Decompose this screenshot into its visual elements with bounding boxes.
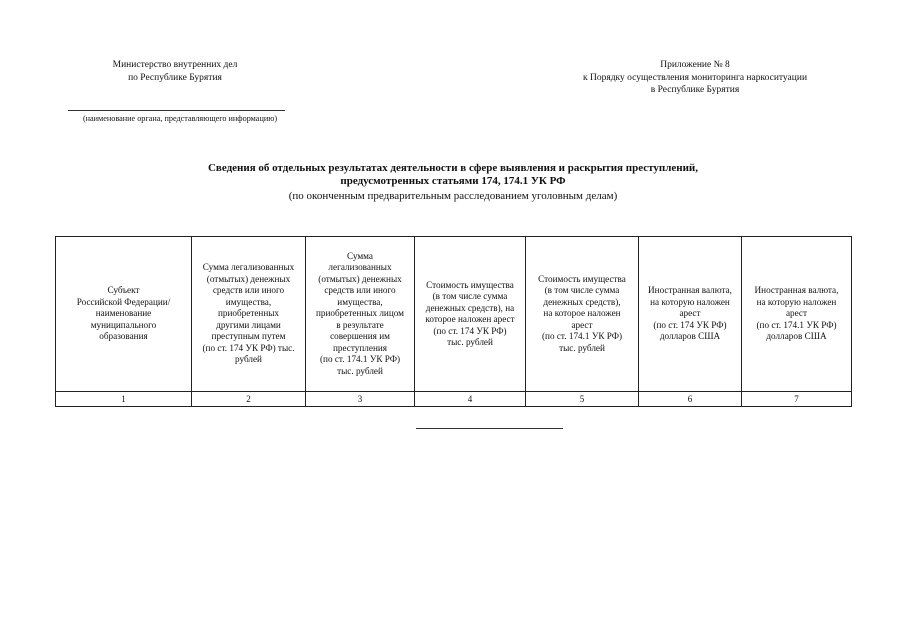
title-line-2: предусмотренных статьями 174, 174.1 УК РФ bbox=[340, 175, 566, 187]
column-header-arrested-property-174: Стоимость имущества (в том числе сумма денежных средств), на которое наложен арест (по ст. 174 УК РФ) тыс. рублей bbox=[415, 237, 526, 392]
organization-signature-line bbox=[68, 110, 285, 111]
column-header-legalized-174-1: Сумма легализованных (отмытых) денежных средств или иного имущества, приобретенных лицом в результате совершения им преступления (по ст. 174.1 УК РФ) тыс. рублей bbox=[306, 237, 415, 392]
end-divider-line bbox=[416, 428, 563, 429]
column-number: 2 bbox=[192, 392, 306, 407]
ministry-name: Министерство внутренних дел по Республике Бурятия bbox=[112, 60, 238, 83]
column-header-currency-174-1: Иностранная валюта, на которую наложен арест (по ст. 174.1 УК РФ) долларов США bbox=[742, 237, 852, 392]
column-number: 6 bbox=[639, 392, 742, 407]
column-header-legalized-174: Сумма легализованных (отмытых) денежных средств или иного имущества, приобретенных другими лицами преступным путем (по ст. 174 УК РФ) тыс. рублей bbox=[192, 237, 306, 392]
appendix-reference: Приложение № 8 к Порядку осуществления мониторинга наркоситуации в Республике Бурятия bbox=[582, 60, 808, 95]
column-header-subject: Субъект Российской Федерации/ наименование муниципального образования bbox=[56, 237, 192, 392]
column-number: 5 bbox=[526, 392, 639, 407]
column-number: 7 bbox=[742, 392, 852, 407]
column-number: 3 bbox=[306, 392, 415, 407]
title-subtitle: (по оконченным предварительным расследованием уголовным делам) bbox=[288, 190, 618, 202]
title-line-1: Сведения об отдельных результатах деятельности в сфере выявления и раскрытия преступлений, bbox=[207, 162, 699, 174]
report-table bbox=[55, 236, 852, 407]
column-header-currency-174: Иностранная валюта, на которую наложен арест (по ст. 174 УК РФ) долларов США bbox=[639, 237, 742, 392]
column-header-arrested-property-174-1: Стоимость имущества (в том числе сумма денежных средств), на которое наложен арест (по ст. 174.1 УК РФ) тыс. рублей bbox=[526, 237, 639, 392]
table-numbering-row bbox=[56, 392, 852, 407]
table-header-row bbox=[56, 237, 852, 392]
column-number: 4 bbox=[415, 392, 526, 407]
organization-caption: (наименование органа, представляющего информацию) bbox=[82, 114, 278, 123]
column-number: 1 bbox=[56, 392, 192, 407]
document-title bbox=[130, 162, 776, 203]
